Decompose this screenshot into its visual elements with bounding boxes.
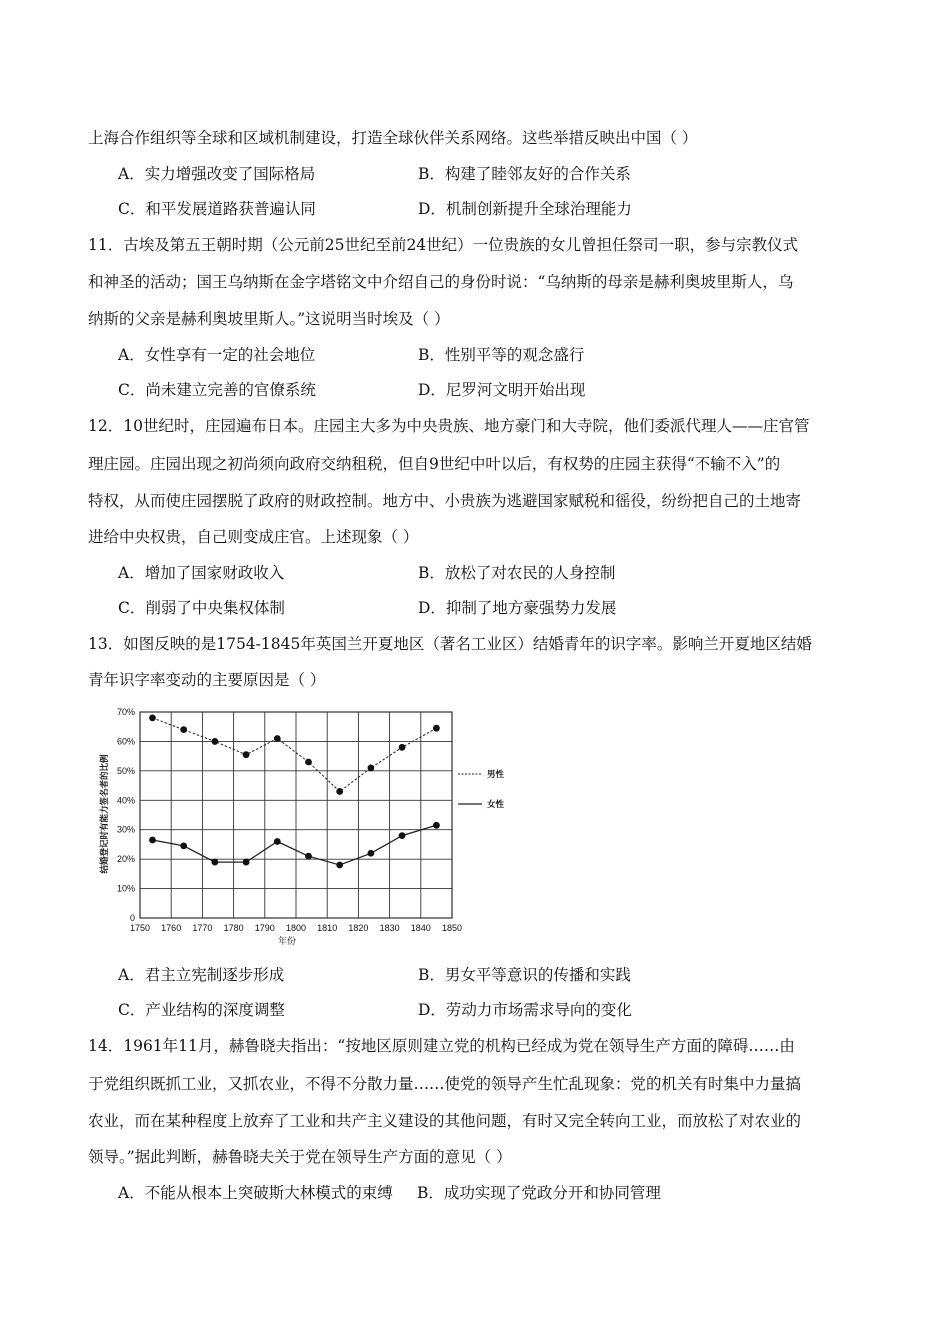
x-tick-label: 1790 xyxy=(254,923,275,933)
chart-legend xyxy=(458,769,505,809)
chart-grid xyxy=(140,712,452,918)
chart-ticks xyxy=(117,707,462,933)
male-data-point xyxy=(305,759,312,766)
q12-line-3: 特权，从而使庄园摆脱了政府的财政控制。地方中、小贵族为逃避国家赋税和徭役，纷纷把自己的土地寄 xyxy=(88,492,802,510)
q12-option-d: D．抑制了地方豪强势力发展 xyxy=(418,599,617,617)
q14-option-a: A．不能从根本上突破斯大林模式的束缚 xyxy=(118,1184,393,1202)
q13-line-1: 13．如图反映的是1754-1845年英国兰开夏地区（著名工业区）结婚青年的识字率。影响兰开夏地区结婚 xyxy=(88,635,812,653)
chart-x-label: 年份 xyxy=(277,936,297,946)
q14-line-4: 领导。”据此判断，赫鲁晓夫关于党在领导生产方面的意见（ ） xyxy=(88,1148,512,1166)
female-data-point xyxy=(180,843,187,850)
male-data-point xyxy=(243,751,250,758)
male-data-point xyxy=(180,726,187,733)
female-data-point xyxy=(433,822,440,829)
y-tick-label: 30% xyxy=(116,824,135,835)
male-data-point xyxy=(211,738,218,745)
female-data-point xyxy=(367,850,374,857)
q12-option-a: A．增加了国家财政收入 xyxy=(118,564,285,582)
x-tick-label: 1820 xyxy=(348,923,369,933)
q13-option-a: A．君主立宪制逐步形成 xyxy=(118,966,285,984)
y-tick-label: 40% xyxy=(116,795,135,806)
q11-line-2: 和神圣的活动；国王乌纳斯在金字塔铭文中介绍自己的身份时说：“乌纳斯的母亲是赫利奥坡里斯人，乌 xyxy=(88,273,794,291)
male-data-point xyxy=(149,714,156,721)
q12-line-1: 12．10世纪时，庄园遍布日本。庄园主大多为中央贵族、地方豪门和大寺院，他们委派代理人——庄官管 xyxy=(88,417,810,435)
q13-option-b: B．男女平等意识的传播和实践 xyxy=(418,966,631,984)
x-tick-label: 1780 xyxy=(223,923,244,933)
x-tick-label: 1830 xyxy=(379,923,400,933)
x-tick-label: 1800 xyxy=(285,923,307,933)
female-data-point xyxy=(336,862,343,869)
x-tick-label: 1840 xyxy=(410,923,431,933)
legend-male-label: 男性 xyxy=(487,769,505,779)
female-data-point xyxy=(274,838,281,845)
x-tick-label: 1810 xyxy=(317,923,338,933)
q14-line-2: 于党组织既抓工业，又抓农业，不得不分散力量……使党的领导产生忙乱现象：党的机关有时集中力量搞 xyxy=(88,1075,802,1093)
q13-option-c: C．产业结构的深度调整 xyxy=(118,1001,285,1019)
q12-line-4: 进给中央权贵，自己则变成庄官。上述现象（ ） xyxy=(88,528,419,546)
male-data-point xyxy=(399,744,406,751)
male-data-point xyxy=(336,788,343,795)
female-data-point xyxy=(243,859,250,866)
male-data-point xyxy=(367,765,374,772)
q10-option-d: D．机制创新提升全球治理能力 xyxy=(418,200,632,218)
q11-option-d: D．尼罗河文明开始出现 xyxy=(418,381,586,399)
female-data-point xyxy=(305,853,312,860)
q11-option-b: B．性别平等的观念盛行 xyxy=(418,346,585,364)
x-tick-label: 1850 xyxy=(441,923,463,933)
q11-option-c: C．尚未建立完善的官僚系统 xyxy=(118,381,316,399)
male-data-point xyxy=(274,735,281,742)
q14-option-b: B．成功实现了党政分开和协同管理 xyxy=(417,1184,661,1202)
q12-option-b: B．放松了对农民的人身控制 xyxy=(418,564,616,582)
female-data-point xyxy=(399,832,406,839)
x-tick-label: 1770 xyxy=(192,923,213,933)
x-tick-label: 1750 xyxy=(129,923,151,933)
series-male-line xyxy=(153,718,437,792)
y-tick-label: 50% xyxy=(116,765,135,776)
literacy-chart xyxy=(96,702,516,950)
q10-option-b: B．构建了睦邻友好的合作关系 xyxy=(418,165,631,183)
y-tick-label: 10% xyxy=(116,883,135,894)
female-data-point xyxy=(149,837,156,844)
y-tick-label: 20% xyxy=(116,854,135,865)
female-data-point xyxy=(211,859,218,866)
y-tick-label: 60% xyxy=(116,736,135,747)
q10-option-c: C．和平发展道路获普遍认同 xyxy=(118,200,316,218)
q12-line-2: 理庄园。庄园出现之初尚须向政府交纳租税，但自9世纪中叶以后，有权势的庄园主获得“不输不入”的 xyxy=(88,455,781,473)
y-tick-label: 70% xyxy=(116,707,135,717)
q13-line-2: 青年识字率变动的主要原因是（ ） xyxy=(88,671,326,689)
q10-option-a: A．实力增强改变了国际格局 xyxy=(118,165,316,183)
chart-series xyxy=(149,714,440,868)
q11-line-3: 纳斯的父亲是赫利奥坡里斯人。”这说明当时埃及（ ） xyxy=(88,310,450,328)
y-tick-label: 0 xyxy=(129,913,135,923)
q11-line-1: 11．古埃及第五王朝时期（公元前25世纪至前24世纪）一位贵族的女儿曾担任祭司一职，参与宗教仪式 xyxy=(88,236,799,254)
chart-y-label: 结婚登记时有能力签名者的比例 xyxy=(99,754,109,874)
q12-option-c: C．削弱了中央集权体制 xyxy=(118,599,285,617)
male-data-point xyxy=(433,725,440,732)
q11-option-a: A．女性享有一定的社会地位 xyxy=(118,346,316,364)
q14-line-3: 农业，而在某种程度上放弃了工业和共产主义建设的其他问题，有时又完全转向工业，而放松了对农业的 xyxy=(88,1112,802,1130)
q10-text: 上海合作组织等全球和区域机制建设，打造全球伙伴关系网络。这些举措反映出中国（ ） xyxy=(88,129,698,147)
x-tick-label: 1760 xyxy=(161,923,182,933)
q14-line-1: 14．1961年11月，赫鲁晓夫指出：“按地区原则建立党的机构已经成为党在领导生产方面的障碍……由 xyxy=(88,1037,795,1055)
q13-option-d: D．劳动力市场需求导向的变化 xyxy=(418,1001,632,1019)
legend-female-label: 女性 xyxy=(487,799,505,809)
